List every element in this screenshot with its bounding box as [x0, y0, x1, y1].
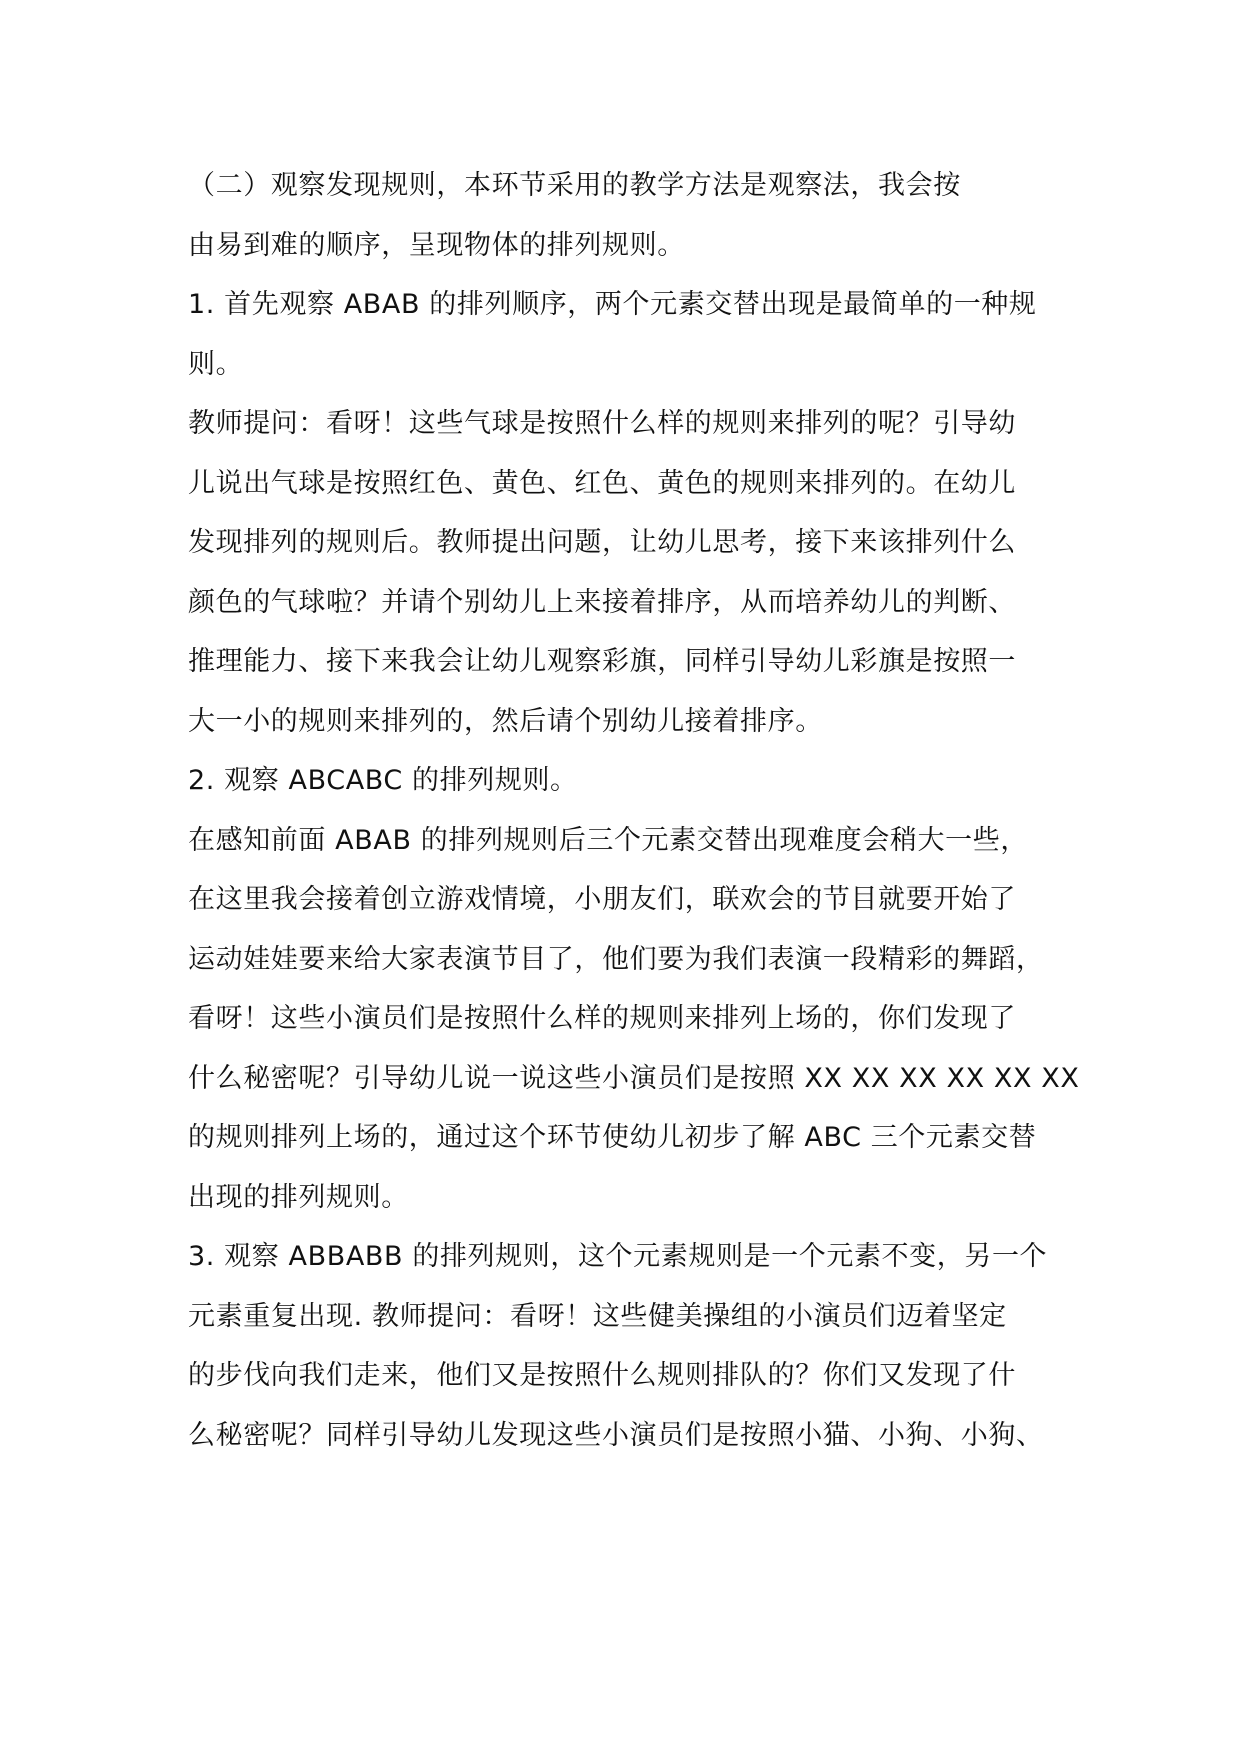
text-line: 出现的排列规则。 [188, 1181, 409, 1213]
text-line: 儿说出气球是按照红色、黄色、红色、黄色的规则来排列的。在幼儿 [188, 467, 1016, 499]
text-line: 推理能力、接下来我会让幼儿观察彩旗，同样引导幼儿彩旗是按照一 [188, 646, 1016, 677]
text-line: 1. 首先观察 ABAB 的排列顺序，两个元素交替出现是最简单的一种规 [188, 289, 1037, 320]
text-line: 教师提问：看呀！这些气球是按照什么样的规则来排列的呢？引导幼 [188, 408, 1016, 439]
text-line: 发现排列的规则后。教师提出问题，让幼儿思考，接下来该排列什么 [188, 527, 1016, 558]
text-line: 在这里我会接着创立游戏情境，小朋友们，联欢会的节目就要开始了 [188, 884, 1016, 915]
text-line: 的步伐向我们走来，他们又是按照什么规则排队的？你们又发现了什 [188, 1360, 1016, 1391]
text-line: 颜色的气球啦？并请个别幼儿上来接着排序，从而培养幼儿的判断、 [188, 586, 1016, 618]
text-line: 的规则排列上场的，通过这个环节使幼儿初步了解 ABC 三个元素交替 [188, 1122, 1037, 1153]
text-line: 看呀！这些小演员们是按照什么样的规则来排列上场的，你们发现了 [188, 1003, 1016, 1034]
text-line: 在感知前面 ABAB 的排列规则后三个元素交替出现难度会稍大一些， [188, 824, 1028, 856]
text-line: （二）观察发现规则，本环节采用的教学方法是观察法，我会按 [188, 170, 961, 201]
text-line: 什么秘密呢？引导幼儿说一说这些小演员们是按照 XX XX XX XX XX XX [188, 1062, 1080, 1094]
text-line: 则。 [188, 348, 244, 380]
text-line: 么秘密呢？同样引导幼儿发现这些小演员们是按照小猫、小狗、小狗、 [188, 1419, 1044, 1451]
text-line: 运动娃娃要来给大家表演节目了，他们要为我们表演一段精彩的舞蹈， [188, 943, 1044, 975]
text-line: 3. 观察 ABBABB 的排列规则，这个元素规则是一个元素不变，另一个 [188, 1241, 1048, 1272]
document-body [188, 156, 1088, 1465]
text-line: 大一小的规则来排列的，然后请个别幼儿接着排序。 [188, 705, 823, 737]
text-line: 由易到难的顺序，呈现物体的排列规则。 [188, 229, 685, 261]
text-line: 2. 观察 ABCABC 的排列规则。 [188, 765, 578, 796]
text-line: 元素重复出现. 教师提问：看呀！这些健美操组的小演员们迈着坚定 [188, 1300, 1007, 1332]
